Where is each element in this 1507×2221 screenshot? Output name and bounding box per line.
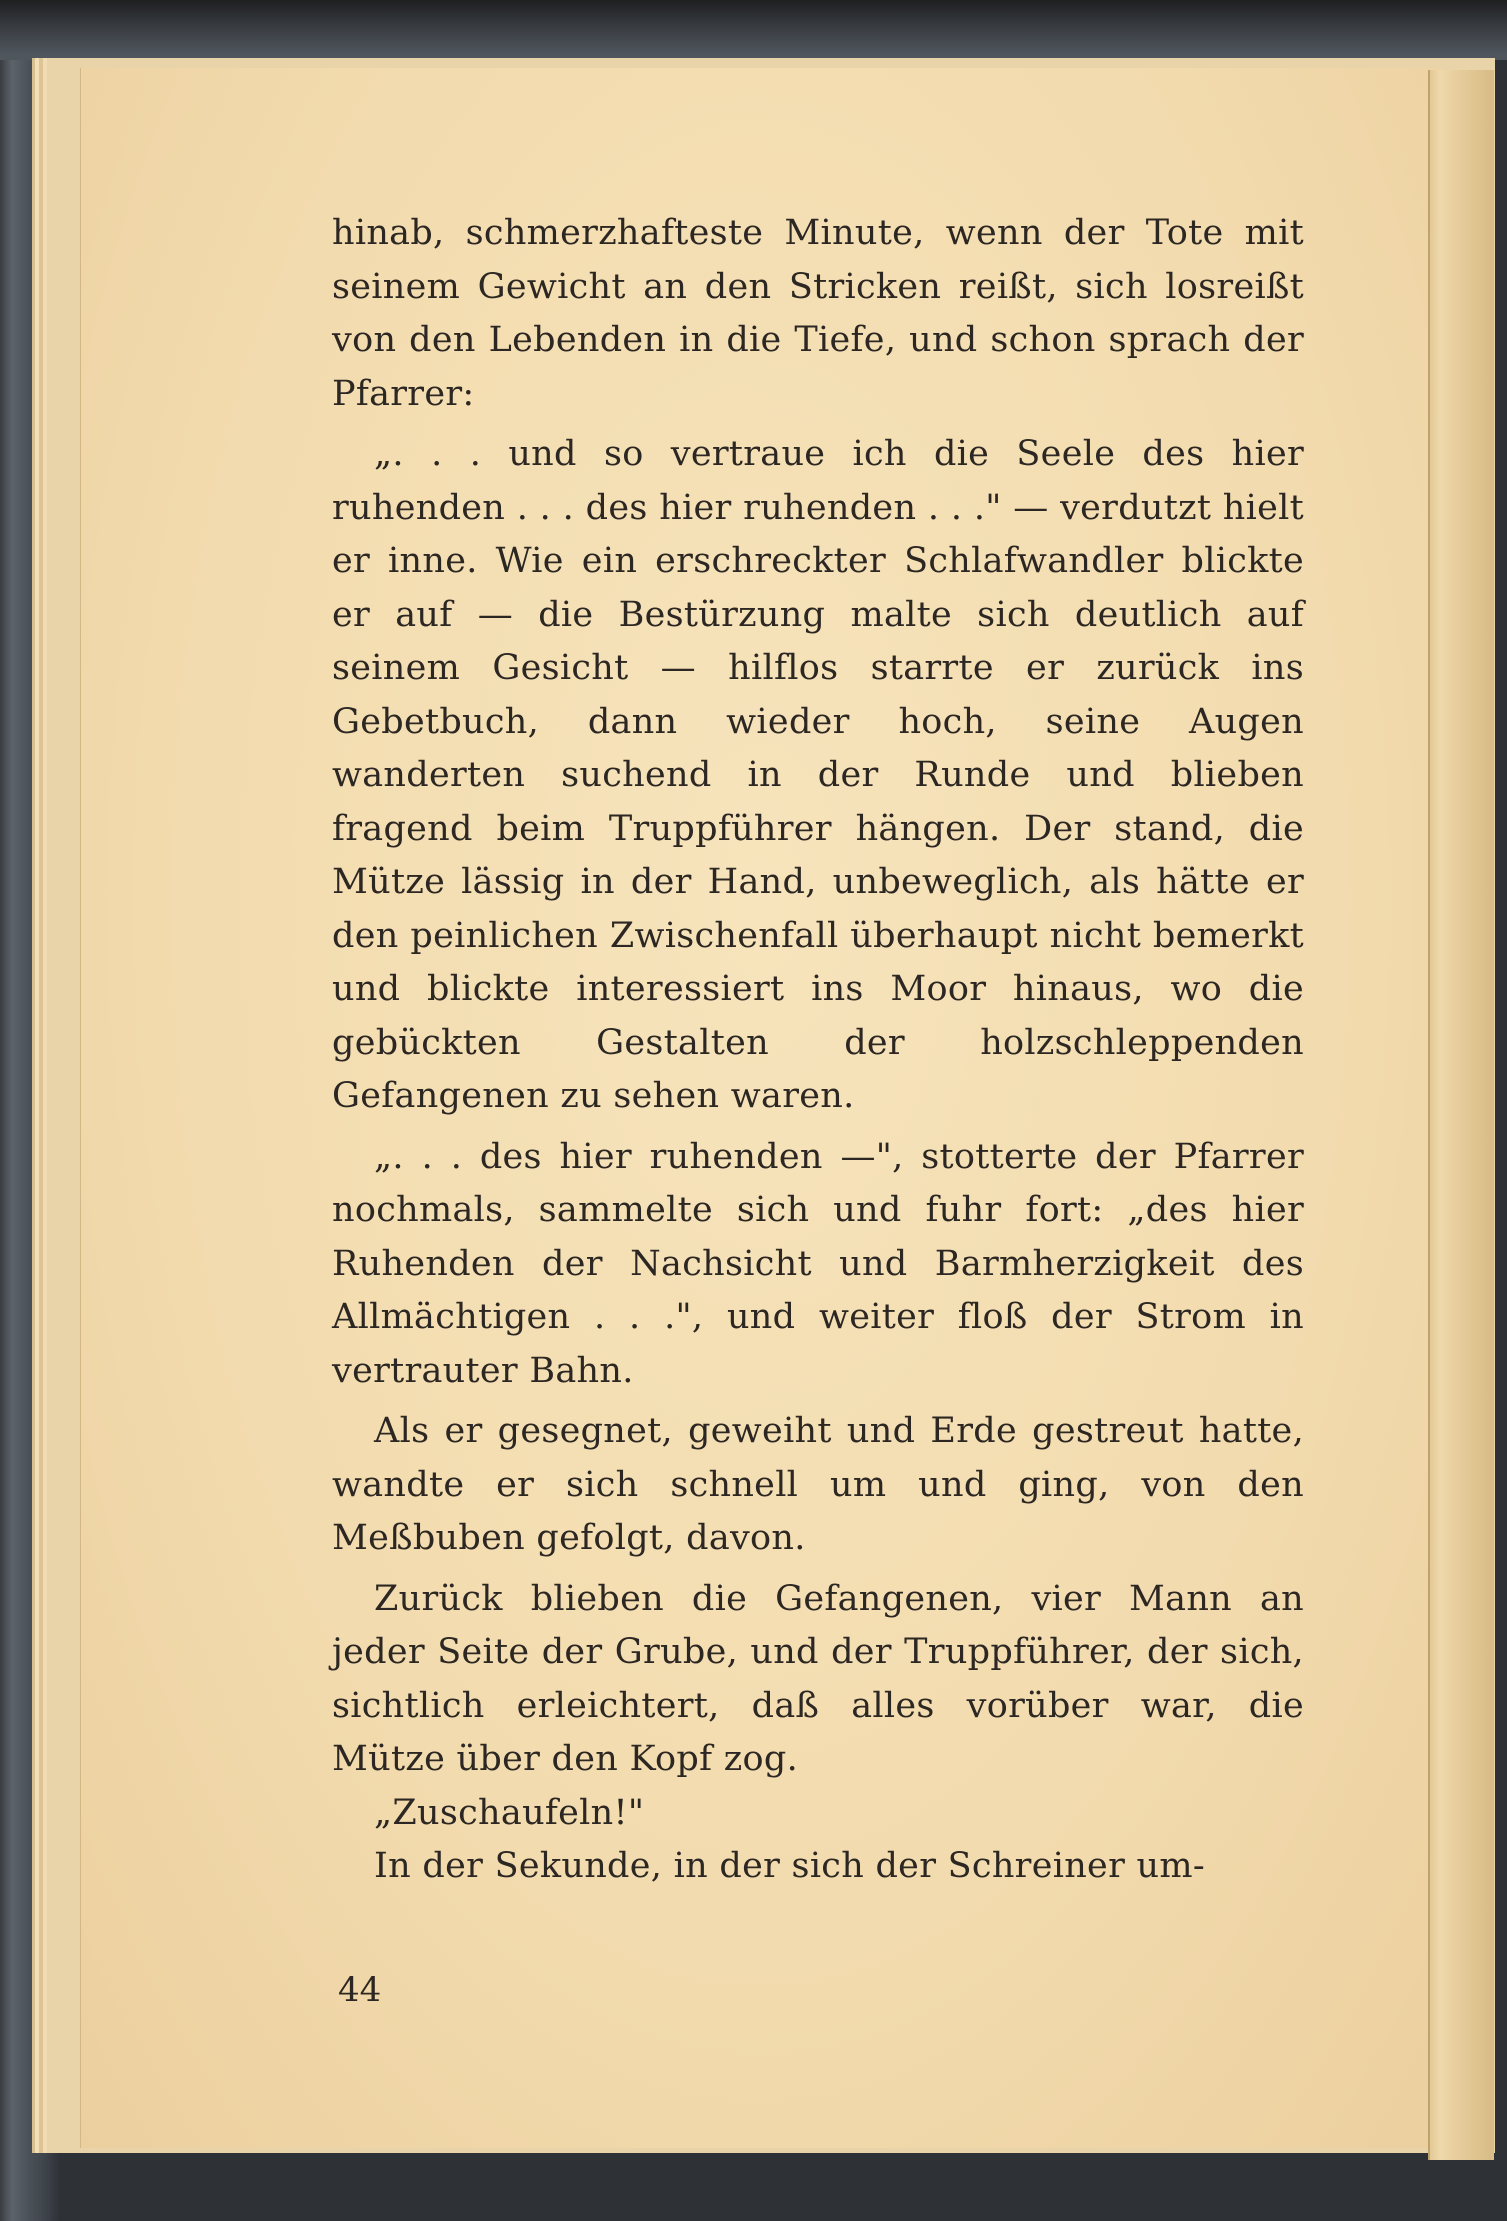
paragraph: In der Sekunde, in der sich der Schreiner um- xyxy=(374,1846,1205,1886)
paragraph: „. . . des hier ruhenden —", stotterte der Pfarrer nochmals, sammelte sich und fuhr fort: „des hier Ruhenden der Nachsicht und Barmherzigkeit des Allmächtigen . . .", und weiter floß der Strom in vertrauter Bahn. xyxy=(332,1136,1304,1391)
paragraph: Als er gesegnet, geweiht und Erde gestreut hatte, wandte er sich schnell um und ging, von den Meßbuben gefolgt, davon. xyxy=(332,1411,1304,1558)
paragraph: „. . . und so vertraue ich die Seele des hier ruhenden . . . des hier ruhenden . . ." — verdutzt hielt er inne. Wie ein erschreckter Schlafwandler blickte er auf — die Bestürzung malte sich deutlich auf seinem Gesicht — hilflos starrte er zurück ins Gebetbuch, dann wieder hoch, seine Augen wanderten suchend in der Runde und blieben fragend beim Truppführer hängen. Der stand, die Mütze lässig in der Hand, unbeweglich, als hätte er den peinlichen Zwischenfall überhaupt nicht bemerkt und blickte interessiert ins Moor hinaus, wo die gebückten Gestalten der holzschleppenden Gefangenen zu sehen waren. xyxy=(332,434,1304,1116)
paragraph-dialogue: „Zuschaufeln!" xyxy=(374,1792,645,1833)
page-number: 44 xyxy=(338,1970,382,2010)
page-gutter-edge xyxy=(1428,70,1494,2160)
paragraph-continuation: hinab, schmerzhafteste Minute, wenn der Tote mit seinem Gewicht an den Stricken reißt, sich losreißt von den Lebenden in die Tiefe, und schon sprach der Pfarrer: xyxy=(332,213,1304,414)
paragraph: Zurück blieben die Gefangenen, vier Mann an jeder Seite der Grube, und der Truppführer, der sich, sichtlich erleichtert, daß alles vorüber war, die Mütze über den Kopf zog. xyxy=(332,1578,1304,1779)
page-text xyxy=(332,207,1304,1894)
book-cover-top xyxy=(0,0,1507,60)
